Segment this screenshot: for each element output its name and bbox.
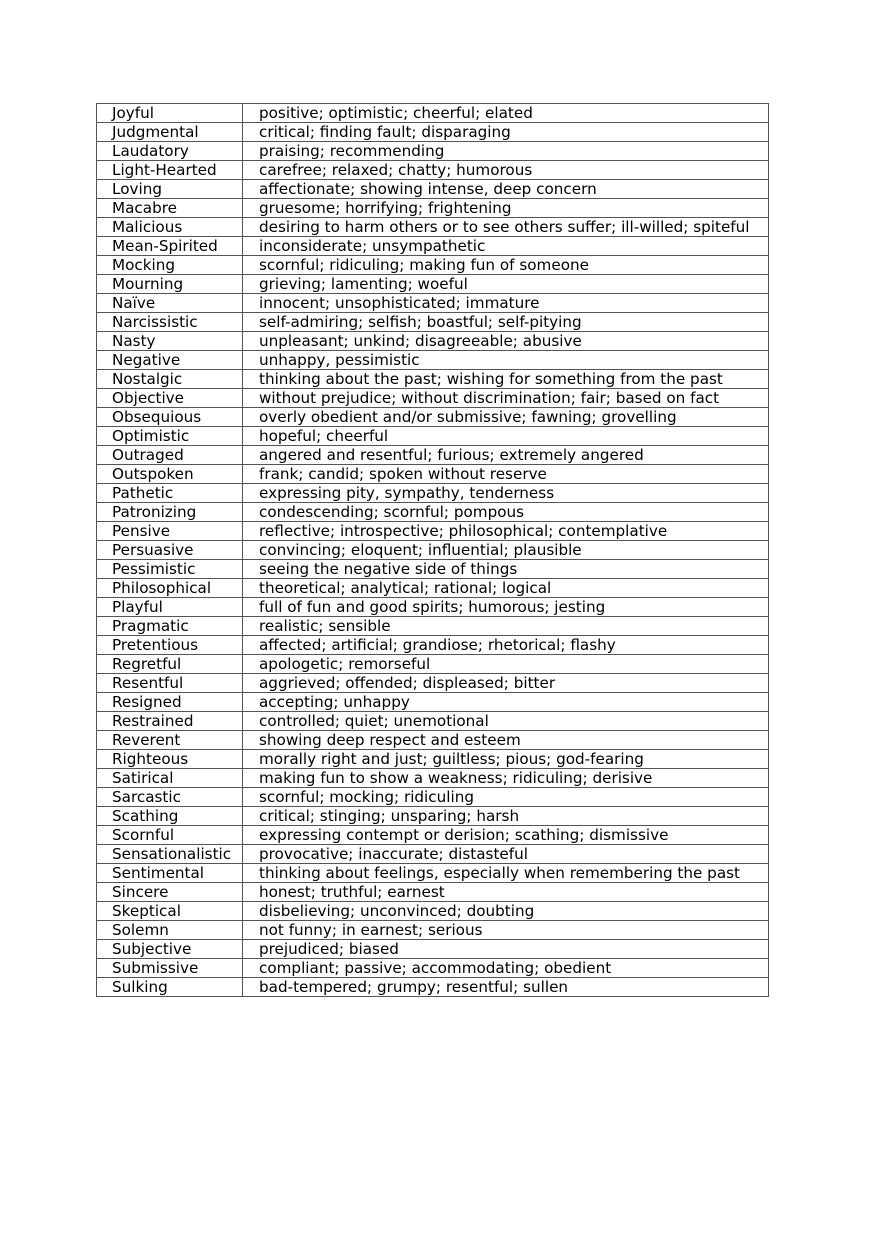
- table-row: [97, 522, 769, 541]
- table-row: [97, 294, 769, 313]
- table-row: [97, 921, 769, 940]
- tone-word-cell: Playful: [97, 598, 243, 617]
- tone-words-table-body: [97, 104, 769, 997]
- tone-word-cell: Laudatory: [97, 142, 243, 161]
- tone-meaning-cell: grieving; lamenting; woeful: [243, 275, 769, 294]
- tone-meaning-cell: disbelieving; unconvinced; doubting: [243, 902, 769, 921]
- tone-meaning-cell: critical; finding fault; disparaging: [243, 123, 769, 142]
- table-row: [97, 769, 769, 788]
- tone-word-cell: Mourning: [97, 275, 243, 294]
- tone-word-cell: Narcissistic: [97, 313, 243, 332]
- tone-meaning-cell: critical; stinging; unsparing; harsh: [243, 807, 769, 826]
- tone-word-cell: Light-Hearted: [97, 161, 243, 180]
- table-row: [97, 351, 769, 370]
- tone-word-cell: Solemn: [97, 921, 243, 940]
- tone-word-cell: Judgmental: [97, 123, 243, 142]
- tone-words-table: [96, 103, 769, 997]
- table-row: [97, 598, 769, 617]
- table-row: [97, 199, 769, 218]
- table-row: [97, 902, 769, 921]
- tone-meaning-cell: compliant; passive; accommodating; obedient: [243, 959, 769, 978]
- tone-word-cell: Nasty: [97, 332, 243, 351]
- tone-meaning-cell: prejudiced; biased: [243, 940, 769, 959]
- table-row: [97, 237, 769, 256]
- tone-meaning-cell: not funny; in earnest; serious: [243, 921, 769, 940]
- table-row: [97, 389, 769, 408]
- table-row: [97, 465, 769, 484]
- tone-word-cell: Nostalgic: [97, 370, 243, 389]
- tone-meaning-cell: desiring to harm others or to see others suffer; ill-willed; spiteful: [243, 218, 769, 237]
- tone-word-cell: Sentimental: [97, 864, 243, 883]
- table-row: [97, 484, 769, 503]
- tone-word-cell: Reverent: [97, 731, 243, 750]
- tone-word-cell: Pragmatic: [97, 617, 243, 636]
- tone-meaning-cell: inconsiderate; unsympathetic: [243, 237, 769, 256]
- tone-word-cell: Sulking: [97, 978, 243, 997]
- table-row: [97, 712, 769, 731]
- tone-meaning-cell: controlled; quiet; unemotional: [243, 712, 769, 731]
- table-row: [97, 826, 769, 845]
- table-row: [97, 123, 769, 142]
- tone-word-cell: Loving: [97, 180, 243, 199]
- tone-meaning-cell: unpleasant; unkind; disagreeable; abusive: [243, 332, 769, 351]
- tone-meaning-cell: realistic; sensible: [243, 617, 769, 636]
- tone-meaning-cell: reflective; introspective; philosophical; contemplative: [243, 522, 769, 541]
- tone-word-cell: Restrained: [97, 712, 243, 731]
- table-row: [97, 142, 769, 161]
- table-row: [97, 218, 769, 237]
- tone-meaning-cell: positive; optimistic; cheerful; elated: [243, 104, 769, 123]
- tone-word-cell: Submissive: [97, 959, 243, 978]
- tone-meaning-cell: provocative; inaccurate; distasteful: [243, 845, 769, 864]
- tone-word-cell: Scornful: [97, 826, 243, 845]
- tone-word-cell: Obsequious: [97, 408, 243, 427]
- tone-word-cell: Objective: [97, 389, 243, 408]
- table-row: [97, 313, 769, 332]
- table-row: [97, 731, 769, 750]
- tone-word-cell: Malicious: [97, 218, 243, 237]
- tone-meaning-cell: showing deep respect and esteem: [243, 731, 769, 750]
- tone-word-cell: Regretful: [97, 655, 243, 674]
- tone-word-cell: Sensationalistic: [97, 845, 243, 864]
- table-row: [97, 560, 769, 579]
- tone-word-cell: Pathetic: [97, 484, 243, 503]
- table-row: [97, 674, 769, 693]
- tone-word-cell: Joyful: [97, 104, 243, 123]
- tone-meaning-cell: self-admiring; selfish; boastful; self-pitying: [243, 313, 769, 332]
- table-row: [97, 332, 769, 351]
- tone-word-cell: Outraged: [97, 446, 243, 465]
- table-row: [97, 959, 769, 978]
- table-row: [97, 655, 769, 674]
- tone-word-cell: Macabre: [97, 199, 243, 218]
- tone-word-cell: Patronizing: [97, 503, 243, 522]
- table-row: [97, 807, 769, 826]
- tone-meaning-cell: scornful; ridiculing; making fun of someone: [243, 256, 769, 275]
- table-row: [97, 446, 769, 465]
- tone-word-cell: Resentful: [97, 674, 243, 693]
- tone-word-cell: Negative: [97, 351, 243, 370]
- tone-meaning-cell: full of fun and good spirits; humorous; jesting: [243, 598, 769, 617]
- tone-meaning-cell: carefree; relaxed; chatty; humorous: [243, 161, 769, 180]
- tone-meaning-cell: apologetic; remorseful: [243, 655, 769, 674]
- tone-word-cell: Optimistic: [97, 427, 243, 446]
- table-row: [97, 864, 769, 883]
- tone-word-cell: Satirical: [97, 769, 243, 788]
- tone-meaning-cell: without prejudice; without discrimination; fair; based on fact: [243, 389, 769, 408]
- table-row: [97, 940, 769, 959]
- tone-word-cell: Resigned: [97, 693, 243, 712]
- tone-word-cell: Persuasive: [97, 541, 243, 560]
- tone-word-cell: Pessimistic: [97, 560, 243, 579]
- table-row: [97, 408, 769, 427]
- tone-meaning-cell: theoretical; analytical; rational; logical: [243, 579, 769, 598]
- tone-meaning-cell: angered and resentful; furious; extremely angered: [243, 446, 769, 465]
- table-row: [97, 161, 769, 180]
- tone-meaning-cell: unhappy, pessimistic: [243, 351, 769, 370]
- table-row: [97, 788, 769, 807]
- table-row: [97, 541, 769, 560]
- table-row: [97, 370, 769, 389]
- tone-word-cell: Mocking: [97, 256, 243, 275]
- tone-word-cell: Sarcastic: [97, 788, 243, 807]
- tone-word-cell: Pretentious: [97, 636, 243, 655]
- table-row: [97, 180, 769, 199]
- tone-meaning-cell: frank; candid; spoken without reserve: [243, 465, 769, 484]
- tone-word-cell: Sincere: [97, 883, 243, 902]
- tone-meaning-cell: gruesome; horrifying; frightening: [243, 199, 769, 218]
- tone-word-cell: Outspoken: [97, 465, 243, 484]
- tone-word-cell: Naïve: [97, 294, 243, 313]
- tone-meaning-cell: honest; truthful; earnest: [243, 883, 769, 902]
- tone-meaning-cell: innocent; unsophisticated; immature: [243, 294, 769, 313]
- tone-meaning-cell: condescending; scornful; pompous: [243, 503, 769, 522]
- table-row: [97, 883, 769, 902]
- tone-meaning-cell: hopeful; cheerful: [243, 427, 769, 446]
- tone-meaning-cell: making fun to show a weakness; ridiculing; derisive: [243, 769, 769, 788]
- table-row: [97, 427, 769, 446]
- table-row: [97, 503, 769, 522]
- table-row: [97, 104, 769, 123]
- tone-meaning-cell: affected; artificial; grandiose; rhetorical; flashy: [243, 636, 769, 655]
- tone-meaning-cell: scornful; mocking; ridiculing: [243, 788, 769, 807]
- tone-word-cell: Scathing: [97, 807, 243, 826]
- tone-meaning-cell: overly obedient and/or submissive; fawning; grovelling: [243, 408, 769, 427]
- tone-meaning-cell: accepting; unhappy: [243, 693, 769, 712]
- table-row: [97, 617, 769, 636]
- tone-word-cell: Subjective: [97, 940, 243, 959]
- tone-word-cell: Skeptical: [97, 902, 243, 921]
- tone-word-cell: Pensive: [97, 522, 243, 541]
- tone-meaning-cell: aggrieved; offended; displeased; bitter: [243, 674, 769, 693]
- table-row: [97, 845, 769, 864]
- table-row: [97, 275, 769, 294]
- tone-meaning-cell: morally right and just; guiltless; pious; god-fearing: [243, 750, 769, 769]
- tone-meaning-cell: expressing contempt or derision; scathing; dismissive: [243, 826, 769, 845]
- tone-meaning-cell: bad-tempered; grumpy; resentful; sullen: [243, 978, 769, 997]
- tone-meaning-cell: praising; recommending: [243, 142, 769, 161]
- tone-meaning-cell: convincing; eloquent; influential; plausible: [243, 541, 769, 560]
- tone-meaning-cell: affectionate; showing intense, deep concern: [243, 180, 769, 199]
- tone-meaning-cell: thinking about the past; wishing for something from the past: [243, 370, 769, 389]
- tone-meaning-cell: thinking about feelings, especially when remembering the past: [243, 864, 769, 883]
- tone-word-cell: Philosophical: [97, 579, 243, 598]
- table-row: [97, 579, 769, 598]
- table-row: [97, 256, 769, 275]
- tone-meaning-cell: seeing the negative side of things: [243, 560, 769, 579]
- table-row: [97, 978, 769, 997]
- table-row: [97, 750, 769, 769]
- tone-word-cell: Mean-Spirited: [97, 237, 243, 256]
- table-row: [97, 636, 769, 655]
- table-row: [97, 693, 769, 712]
- tone-word-cell: Righteous: [97, 750, 243, 769]
- tone-meaning-cell: expressing pity, sympathy, tenderness: [243, 484, 769, 503]
